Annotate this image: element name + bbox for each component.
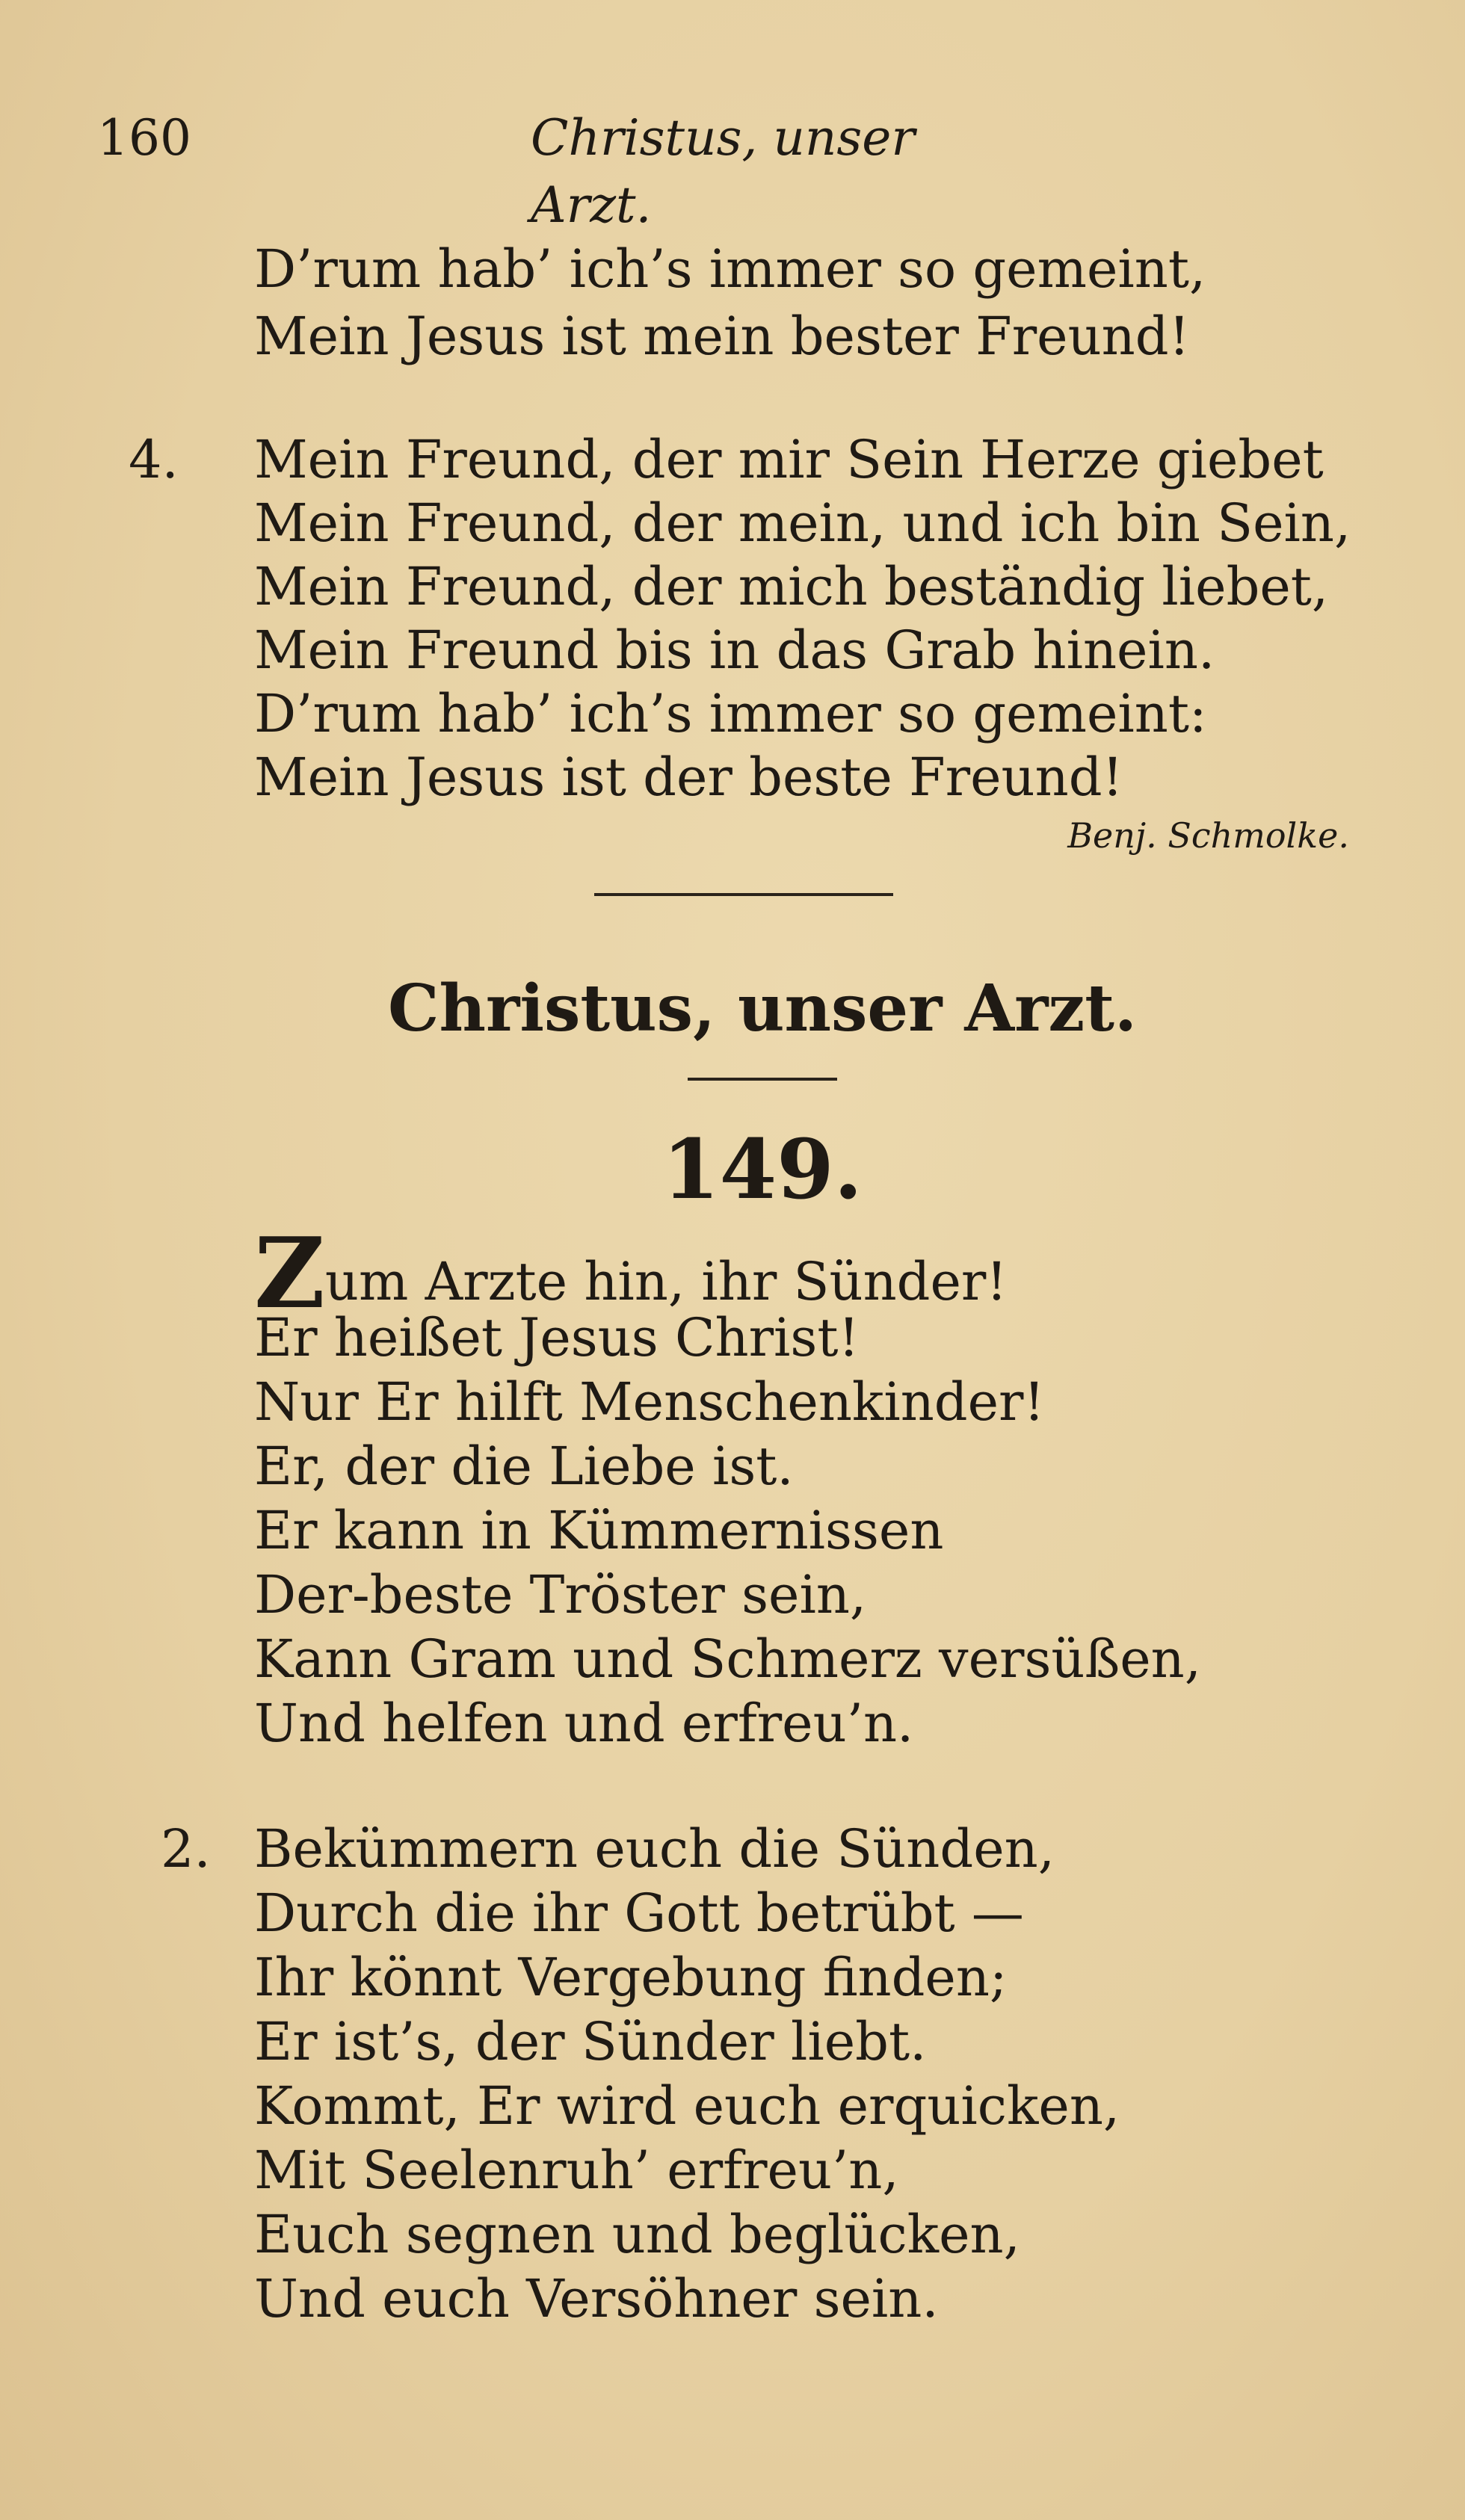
verse-line: Mein Freund, der mein, und ich bin Sein, — [254, 492, 1351, 554]
verse-line: D’rum hab’ ich’s immer so gemeint, — [254, 238, 1206, 300]
divider-rule — [594, 893, 893, 896]
verse-line: Mein Jesus ist der beste Freund! — [254, 747, 1123, 808]
running-head — [97, 105, 979, 234]
verse-line: Mein Freund, der mir Sein Herze giebet — [254, 429, 1324, 490]
drop-cap: Z — [254, 1216, 325, 1330]
verse-line: Nur Er hilft Menschenkinder! — [254, 1371, 1045, 1433]
verse-line: Er, der die Liebe ist. — [254, 1436, 794, 1497]
hymn-number: 149. — [662, 1121, 863, 1217]
page-number: 160 — [97, 109, 191, 167]
verse-line-first — [254, 1216, 1008, 1330]
verse-line: Er ist’s, der Sünder liebt. — [254, 2011, 927, 2072]
verse-line: Durch die ihr Gott betrübt — — [254, 1883, 1024, 1944]
verse-line: Euch segnen und beglücken, — [254, 2204, 1020, 2265]
verse-line: Kann Gram und Schmerz versüßen, — [254, 1628, 1202, 1690]
verse-line: Und helfen und erfreu’n. — [254, 1693, 914, 1754]
verse-line: Mein Freund bis in das Grab hinein. — [254, 620, 1215, 681]
verse-line: D’rum hab’ ich’s immer so gemeint: — [254, 683, 1207, 744]
section-title: Christus, unser Arzt. — [388, 971, 1137, 1046]
divider-rule-short — [688, 1078, 837, 1081]
verse-line: Bekümmern euch die Sünden, — [254, 1818, 1055, 1880]
verse-line: Mein Freund, der mich beständig liebet, — [254, 556, 1329, 617]
running-title: Christus, unser Arzt. — [531, 109, 915, 234]
verse-number: 2. — [161, 1818, 211, 1880]
verse-line: Mein Jesus ist mein bester Freund! — [254, 306, 1190, 367]
first-line-text: um Arzte hin, ihr Sünder! — [324, 1251, 1008, 1312]
verse-line: Er kann in Kümmernissen — [254, 1500, 944, 1561]
verse-line: Kommt, Er wird euch erquicken, — [254, 2075, 1120, 2137]
verse-number: 4. — [129, 429, 179, 490]
verse-line: Mit Seelenruh’ erfreu’n, — [254, 2140, 899, 2201]
verse-line: Ihr könnt Vergebung finden; — [254, 1947, 1008, 2008]
author-attribution: Benj. Schmolke. — [1067, 815, 1349, 856]
verse-line: Der-beste Tröster sein, — [254, 1564, 867, 1625]
verse-line: Und euch Versöhner sein. — [254, 2268, 939, 2329]
verse-line: Er heißet Jesus Christ! — [254, 1307, 860, 1368]
